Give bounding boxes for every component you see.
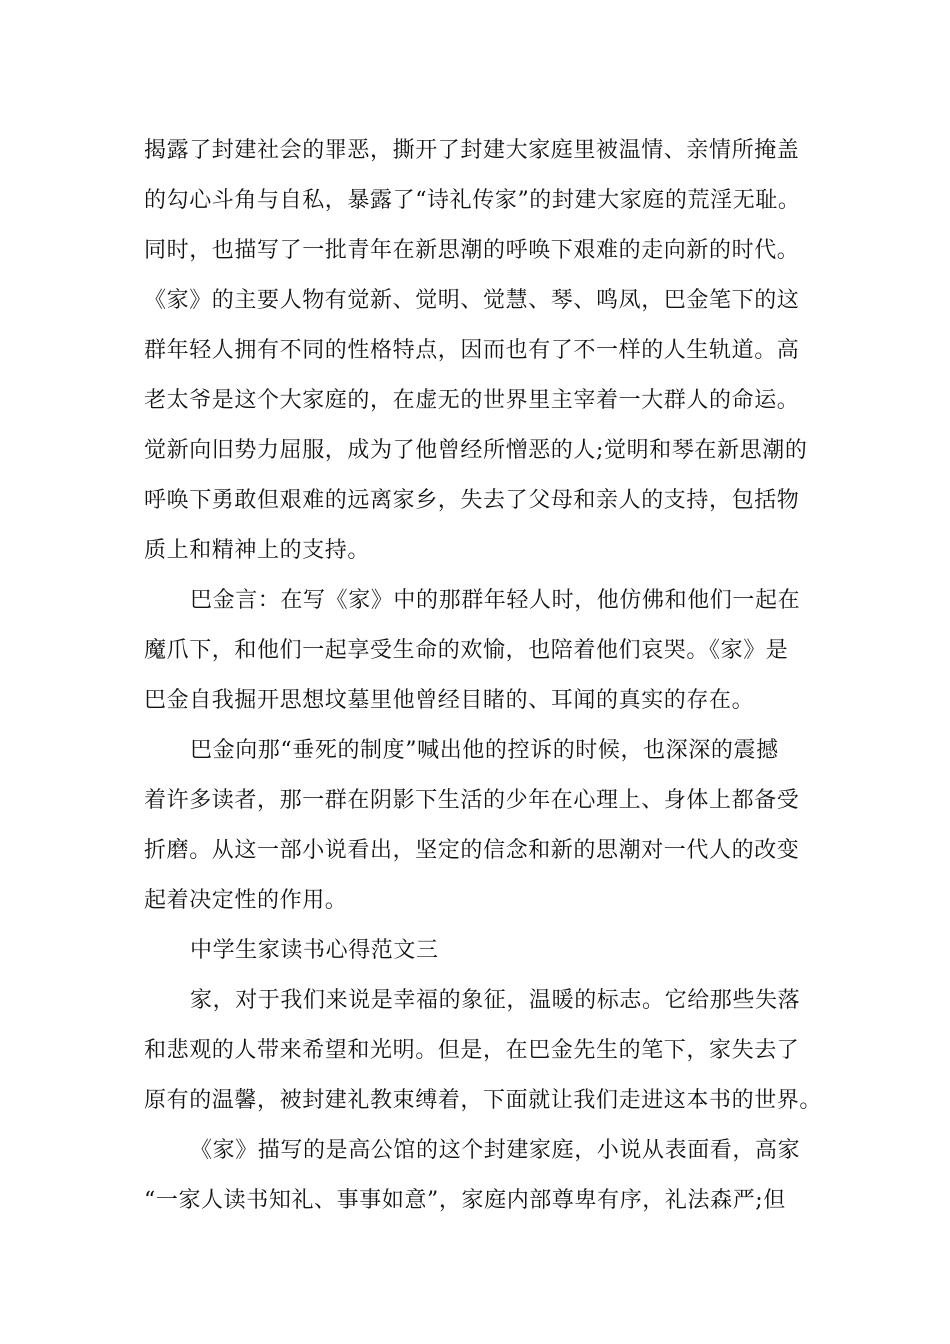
text-line: 群年轻人拥有不同的性格特点，因而也有了不一样的人生轨道。高 (144, 338, 800, 363)
text-line: 《家》的主要人物有觉新、觉明、觉慧、琴、鸣凤，巴金笔下的这 (144, 288, 800, 313)
text-line: 魔爪下，和他们一起享受生命的欢愉，也陪着他们哀哭。《家》是 (144, 638, 789, 663)
text-line: 老太爷是这个大家庭的，在虚无的世界里主宰着一大群人的命运。 (144, 388, 800, 413)
text-line: 折磨。从这一部小说看出，坚定的信念和新的思潮对一代人的改变 (144, 838, 800, 863)
text-line: “一家人读书知礼、事事如意”，家庭内部尊卑有序，礼法森严;但 (144, 1188, 786, 1213)
text-line: 原有的温馨，被封建礼教束缚着，下面就让我们走进这本书的世界。 (144, 1088, 823, 1113)
text-line: 着许多读者，那一群在阴影下生活的少年在心理上、身体上都备受 (144, 788, 800, 813)
text-line: 的勾心斗角与自私，暴露了“诗礼传家”的封建大家庭的荒淫无耻。 (144, 188, 801, 213)
paragraph-first-line: 《家》描写的是高公馆的这个封建家庭，小说从表面看，高家 (190, 1138, 801, 1163)
text-line: 揭露了封建社会的罪恶，撕开了封建大家庭里被温情、亲情所掩盖 (144, 138, 800, 163)
paragraph-first-line: 家，对于我们来说是幸福的象征，温暖的标志。它给那些失落 (190, 988, 801, 1013)
text-line: 巴金自我掘开思想坟墓里他曾经目睹的、耳闻的真实的存在。 (144, 688, 755, 713)
text-line: 觉新向旧势力屈服，成为了他曾经所憎恶的人;觉明和琴在新思潮的 (144, 438, 808, 463)
text-line: 起着决定性的作用。 (144, 888, 348, 913)
text-line: 同时，也描写了一批青年在新思潮的呼唤下艰难的走向新的时代。 (144, 238, 800, 263)
text-line: 呼唤下勇敢但艰难的远离家乡，失去了父母和亲人的支持，包括物 (144, 488, 800, 513)
text-line: 质上和精神上的支持。 (144, 538, 371, 563)
paragraph-first-line: 巴金言：在写《家》中的那群年轻人时，他仿佛和他们一起在 (190, 588, 801, 613)
paragraph-first-line: 巴金向那“垂死的制度”喊出他的控诉的时候，也深深的震撼 (190, 738, 779, 763)
section-heading: 中学生家读书心得范文三 (190, 938, 439, 963)
text-line: 和悲观的人带来希望和光明。但是，在巴金先生的笔下，家失去了 (144, 1038, 800, 1063)
